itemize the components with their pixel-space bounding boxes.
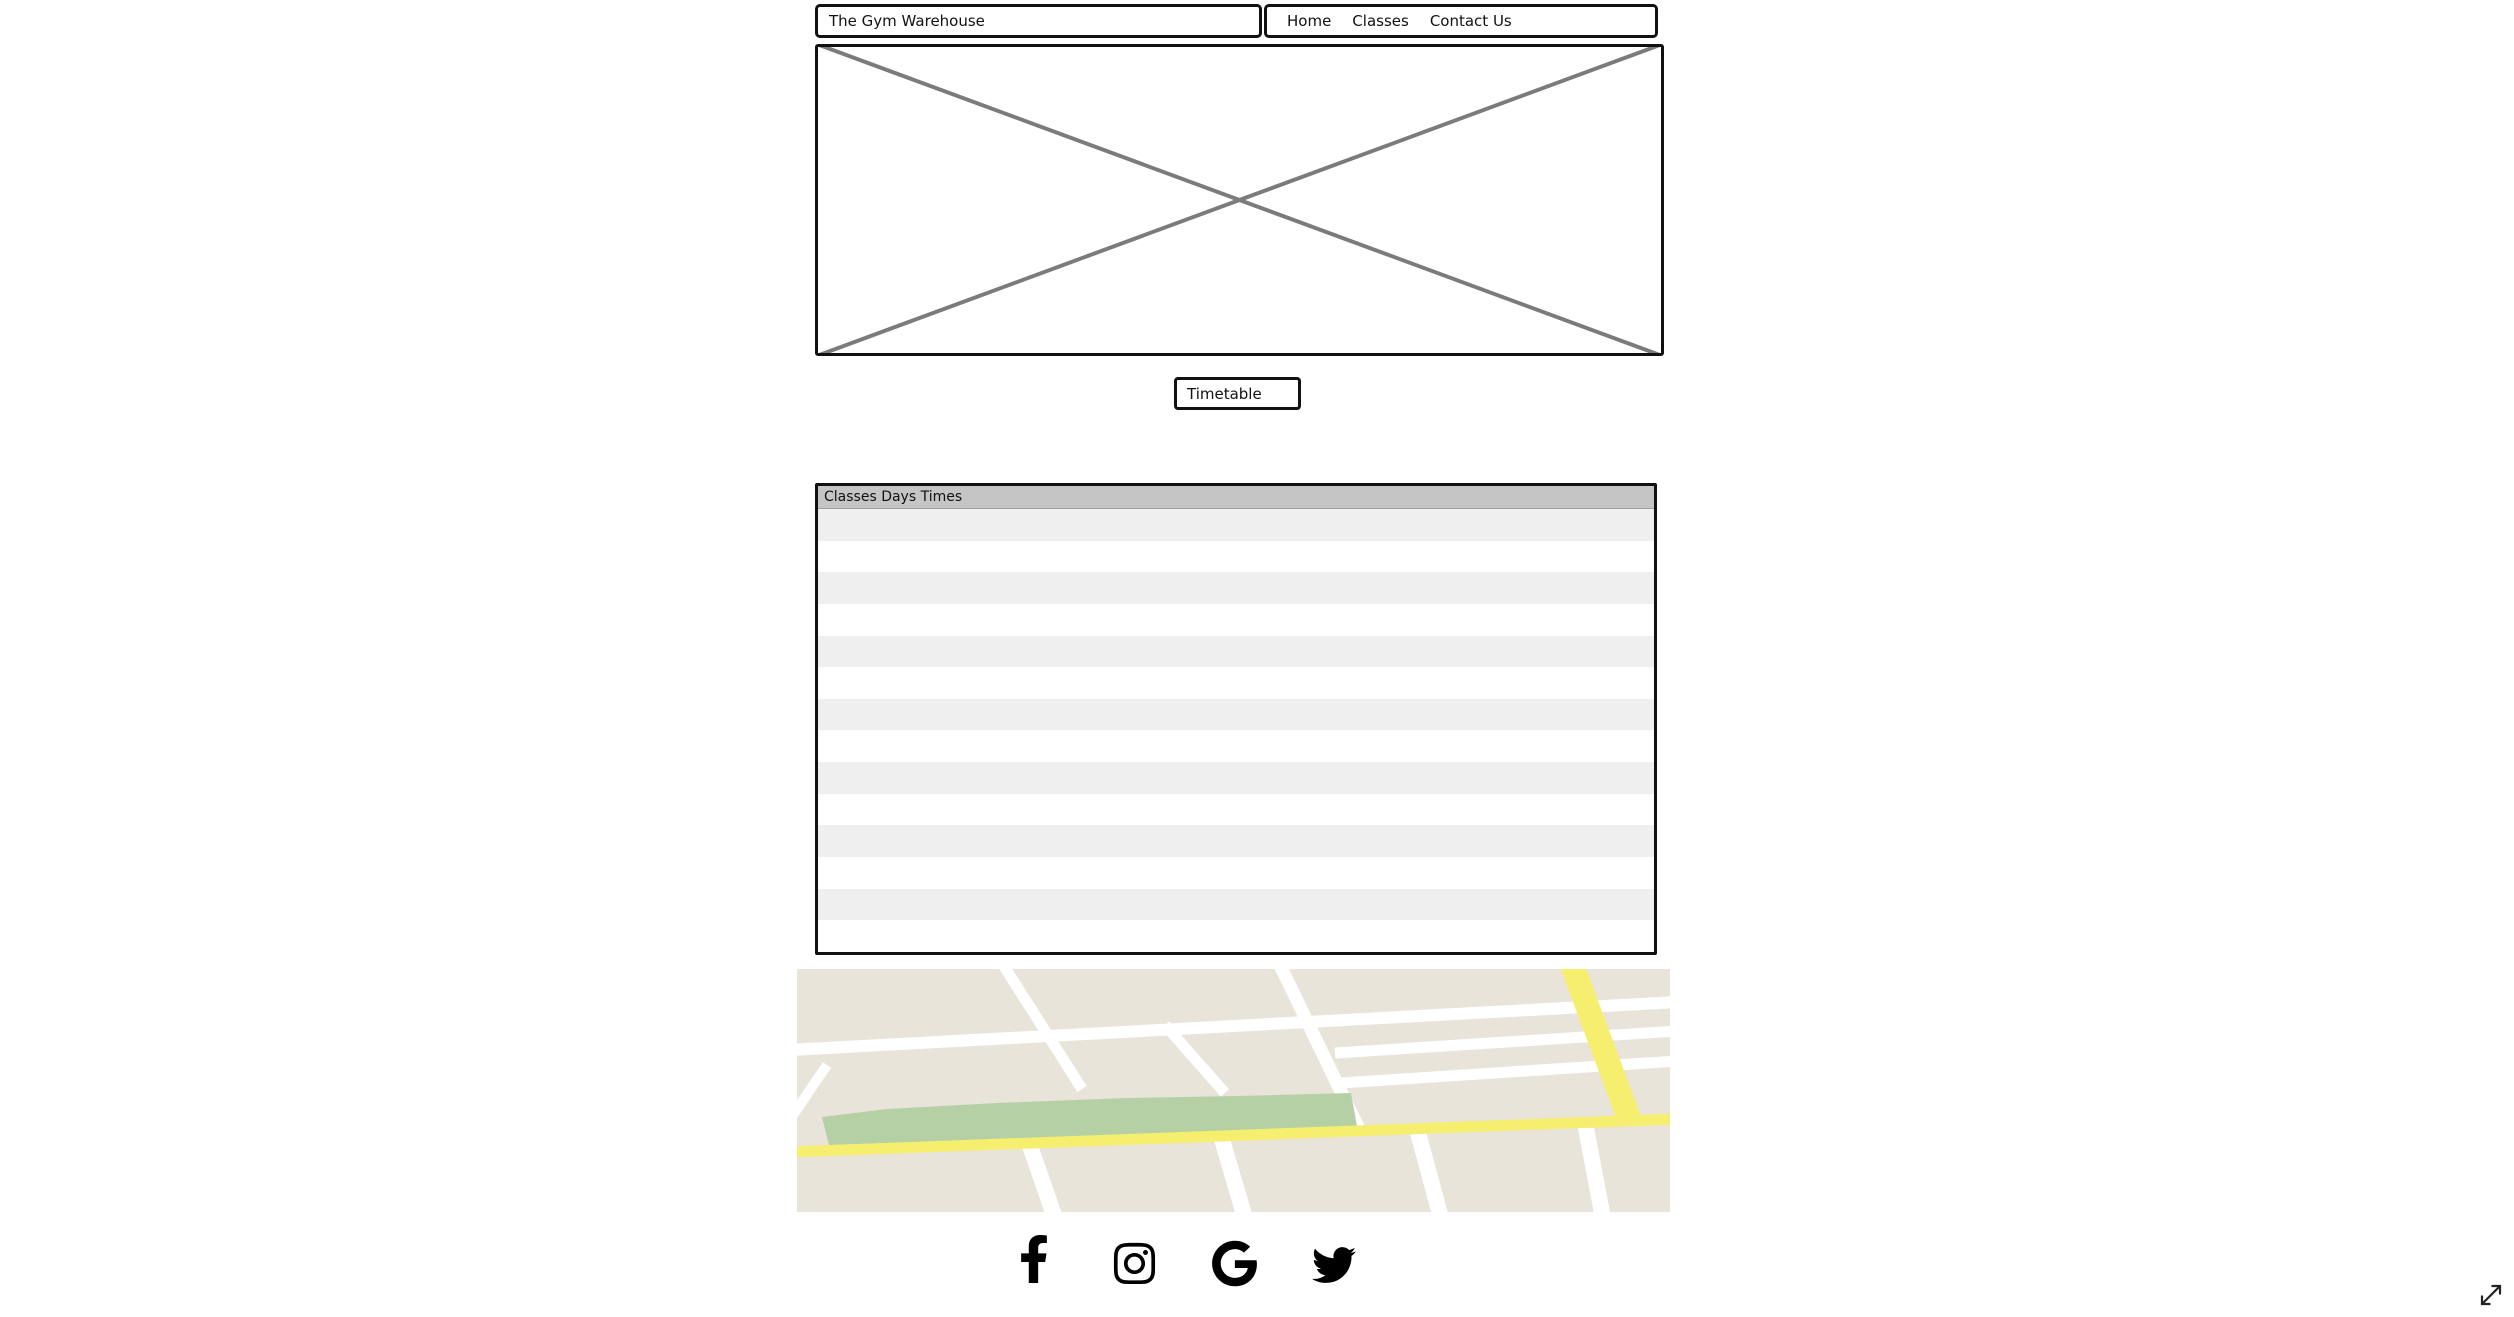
google-icon[interactable]: [1208, 1240, 1260, 1287]
table-row: [818, 604, 1654, 636]
map-graphic: [797, 969, 1670, 1212]
timetable-button-label: Timetable: [1187, 384, 1262, 403]
table-row: [818, 889, 1654, 921]
social-links-bar: [1008, 1230, 1360, 1287]
nav-item-classes[interactable]: Classes: [1352, 12, 1409, 30]
table-header-label: Classes Days Times: [824, 489, 963, 505]
timetable-table: [815, 483, 1657, 955]
site-title: The Gym Warehouse: [829, 12, 985, 30]
table-row: [818, 572, 1654, 604]
nav-item-contact-us[interactable]: Contact Us: [1429, 12, 1512, 30]
nav-item-home[interactable]: Home: [1287, 12, 1332, 30]
table-row: [818, 509, 1654, 541]
placeholder-x-icon: [818, 47, 1661, 353]
table-row: [818, 636, 1654, 668]
table-row: [818, 699, 1654, 731]
table-header-row: [818, 486, 1654, 509]
timetable-rows: [818, 509, 1654, 952]
table-row: [818, 857, 1654, 889]
twitter-icon[interactable]: [1308, 1243, 1360, 1287]
table-row: [818, 920, 1654, 952]
expand-diagonal-icon[interactable]: [2476, 1280, 2504, 1308]
site-title-box: [815, 4, 1262, 38]
table-row: [818, 794, 1654, 826]
table-row: [818, 667, 1654, 699]
table-row: [818, 730, 1654, 762]
table-row: [818, 825, 1654, 857]
timetable-button[interactable]: [1174, 377, 1301, 410]
instagram-icon[interactable]: [1108, 1240, 1160, 1287]
facebook-icon[interactable]: [1008, 1231, 1060, 1287]
location-map[interactable]: [797, 969, 1670, 1212]
main-nav: [1264, 4, 1658, 38]
hero-image-placeholder: [815, 44, 1664, 356]
table-row: [818, 541, 1654, 573]
table-row: [818, 762, 1654, 794]
